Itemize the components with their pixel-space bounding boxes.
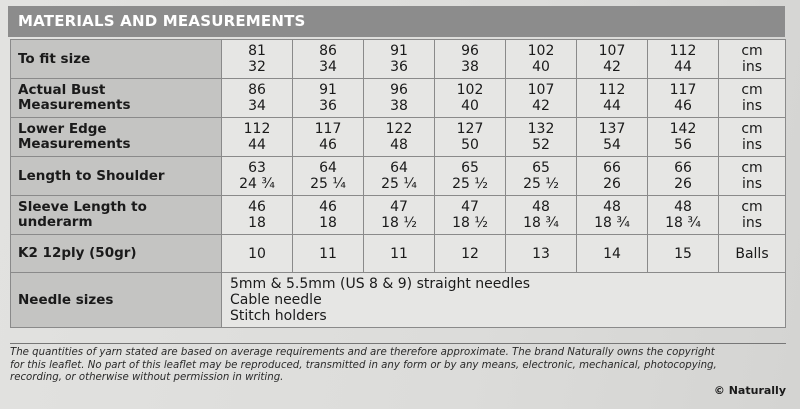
- size-value-cell: [435, 79, 506, 118]
- value-secondary: 18 ¾: [665, 215, 701, 231]
- value-secondary: 46: [674, 98, 692, 114]
- value-secondary: 48: [390, 137, 408, 153]
- value-secondary: 18 ½: [452, 215, 488, 231]
- value-secondary: 36: [390, 59, 408, 75]
- unit-cell: [719, 40, 786, 79]
- value-primary: 11: [319, 245, 337, 262]
- value-secondary: 18 ½: [381, 215, 417, 231]
- row-label: Needle sizes: [11, 273, 222, 328]
- value-secondary: 18: [319, 215, 337, 231]
- unit-cell: [719, 79, 786, 118]
- unit-label: ins: [741, 59, 763, 75]
- needle-line: Stitch holders: [230, 308, 327, 324]
- size-value-cell: [506, 40, 577, 79]
- size-value-cell: [506, 118, 577, 157]
- unit-label: ins: [741, 176, 763, 192]
- value-primary: 46: [319, 199, 337, 215]
- unit-cell: [719, 157, 786, 196]
- size-value-cell: [648, 157, 719, 196]
- value-secondary: 42: [603, 59, 621, 75]
- size-value-cell: [577, 118, 648, 157]
- needle-sizes-row: [11, 273, 786, 328]
- size-value-cell: [648, 196, 719, 235]
- copyright-notice: [10, 347, 786, 385]
- size-value-cell: [364, 196, 435, 235]
- footer-line: The quantities of yarn stated are based on average requirements and are therefore approximate. The brand Naturally owns the copyright: [10, 347, 715, 358]
- row-label: [11, 196, 222, 235]
- value-secondary: 44: [674, 59, 692, 75]
- row-label-line: Measurements: [18, 136, 131, 152]
- value-secondary: 36: [319, 98, 337, 114]
- value-primary: 64: [319, 160, 337, 176]
- row-label-line: Actual Bust: [18, 82, 106, 98]
- value-secondary: 56: [674, 137, 692, 153]
- measurement-row: [11, 79, 786, 118]
- value-secondary: 25 ¼: [381, 176, 417, 192]
- size-value-cell: [435, 40, 506, 79]
- unit-cell: [719, 235, 786, 273]
- section-header: MATERIALS AND MEASUREMENTS: [8, 6, 785, 37]
- footer-line: for this leaflet. No part of this leaflet may be reproduced, transmitted in any form or by any means, electronic, mechanical, photocopying,: [10, 359, 717, 371]
- unit-label: cm: [741, 43, 763, 59]
- size-value-cell: [293, 79, 364, 118]
- size-value-cell: [435, 235, 506, 273]
- size-value-cell: [293, 157, 364, 196]
- size-value-cell: [506, 235, 577, 273]
- size-value-cell: [222, 40, 293, 79]
- measurement-row: [11, 157, 786, 196]
- value-primary: 47: [390, 199, 408, 215]
- size-value-cell: [364, 79, 435, 118]
- unit-label: ins: [741, 98, 763, 114]
- measurement-row: [11, 196, 786, 235]
- value-primary: 81: [248, 43, 266, 59]
- size-value-cell: [364, 40, 435, 79]
- value-primary: 122: [385, 121, 413, 137]
- value-secondary: 44: [248, 137, 266, 153]
- size-value-cell: [648, 79, 719, 118]
- unit-label: cm: [741, 121, 763, 137]
- value-primary: 112: [243, 121, 271, 137]
- row-label-line: Measurements: [18, 97, 131, 113]
- unit-cell: [719, 118, 786, 157]
- value-primary: 91: [390, 43, 408, 59]
- value-primary: 13: [532, 245, 550, 262]
- value-secondary: 50: [461, 137, 479, 153]
- value-primary: 14: [603, 245, 621, 262]
- value-primary: 137: [598, 121, 626, 137]
- footer-line: recording, or otherwise without permission in writing.: [10, 372, 284, 384]
- value-primary: 66: [603, 160, 621, 176]
- row-label: [11, 79, 222, 118]
- value-secondary: 18 ¾: [523, 215, 559, 231]
- row-label-line: Length to Shoulder: [18, 167, 165, 184]
- value-secondary: 18: [248, 215, 266, 231]
- value-primary: 86: [248, 82, 266, 98]
- measurements-table: [10, 39, 786, 328]
- unit-label: Balls: [735, 245, 769, 262]
- needle-line: 5mm & 5.5mm (US 8 & 9) straight needles: [230, 276, 531, 292]
- value-primary: 65: [461, 160, 479, 176]
- unit-label: ins: [741, 137, 763, 153]
- size-value-cell: [222, 79, 293, 118]
- value-secondary: 26: [674, 176, 692, 192]
- value-primary: 96: [390, 82, 408, 98]
- value-primary: 117: [669, 82, 697, 98]
- value-secondary: 25 ¼: [310, 176, 346, 192]
- value-secondary: 26: [603, 176, 621, 192]
- value-primary: 102: [456, 82, 484, 98]
- value-secondary: 25 ½: [523, 176, 559, 192]
- row-label-line: To fit size: [18, 50, 91, 67]
- value-secondary: 42: [532, 98, 550, 114]
- size-value-cell: [293, 118, 364, 157]
- size-value-cell: [435, 196, 506, 235]
- unit-label: cm: [741, 82, 763, 98]
- size-value-cell: [435, 157, 506, 196]
- value-secondary: 34: [248, 98, 266, 114]
- value-primary: 11: [390, 245, 408, 262]
- row-label-line: Lower Edge: [18, 121, 107, 137]
- value-primary: 46: [248, 199, 266, 215]
- row-label: [11, 40, 222, 79]
- row-label: [11, 235, 222, 273]
- value-primary: 96: [461, 43, 479, 59]
- footer-divider: [10, 343, 786, 344]
- row-label-line: K2 12ply (50gr): [18, 245, 137, 261]
- value-primary: 117: [314, 121, 342, 137]
- row-label-line: underarm: [18, 214, 93, 230]
- size-value-cell: [577, 235, 648, 273]
- needle-line: Cable needle: [230, 292, 322, 308]
- value-secondary: 38: [461, 59, 479, 75]
- size-value-cell: [293, 235, 364, 273]
- value-primary: 127: [456, 121, 484, 137]
- value-primary: 142: [669, 121, 697, 137]
- value-primary: 132: [527, 121, 555, 137]
- size-value-cell: [577, 157, 648, 196]
- unit-label: cm: [741, 160, 763, 176]
- value-primary: 48: [603, 199, 621, 215]
- value-secondary: 44: [603, 98, 621, 114]
- measurement-row: [11, 235, 786, 273]
- size-value-cell: [222, 235, 293, 273]
- size-value-cell: [506, 79, 577, 118]
- size-value-cell: [577, 79, 648, 118]
- size-value-cell: [506, 157, 577, 196]
- size-value-cell: [648, 118, 719, 157]
- measurement-row: [11, 40, 786, 79]
- value-secondary: 54: [603, 137, 621, 153]
- value-primary: 10: [248, 245, 266, 262]
- value-secondary: 18 ¾: [594, 215, 630, 231]
- value-primary: 63: [248, 160, 266, 176]
- brand-copyright: © Naturally: [713, 384, 786, 397]
- value-primary: 112: [598, 82, 626, 98]
- value-secondary: 46: [319, 137, 337, 153]
- size-value-cell: [577, 196, 648, 235]
- value-primary: 65: [532, 160, 550, 176]
- value-primary: 15: [674, 245, 692, 262]
- value-primary: 64: [390, 160, 408, 176]
- size-value-cell: [364, 157, 435, 196]
- size-value-cell: [648, 40, 719, 79]
- size-value-cell: [506, 196, 577, 235]
- value-secondary: 52: [532, 137, 550, 153]
- needle-list: [222, 273, 786, 328]
- value-primary: 91: [319, 82, 337, 98]
- value-secondary: 40: [461, 98, 479, 114]
- unit-label: ins: [741, 215, 763, 231]
- size-value-cell: [648, 235, 719, 273]
- value-primary: 86: [319, 43, 337, 59]
- value-primary: 12: [461, 245, 479, 262]
- row-label-line: Sleeve Length to: [18, 199, 147, 215]
- measurement-row: [11, 118, 786, 157]
- row-label: [11, 157, 222, 196]
- value-primary: 66: [674, 160, 692, 176]
- size-value-cell: [364, 118, 435, 157]
- value-secondary: 24 ¾: [239, 176, 275, 192]
- value-secondary: 38: [390, 98, 408, 114]
- size-value-cell: [293, 40, 364, 79]
- size-value-cell: [222, 196, 293, 235]
- value-primary: 107: [598, 43, 626, 59]
- value-secondary: 34: [319, 59, 337, 75]
- size-value-cell: [222, 118, 293, 157]
- unit-label: cm: [741, 199, 763, 215]
- row-label: [11, 118, 222, 157]
- value-primary: 48: [532, 199, 550, 215]
- value-primary: 107: [527, 82, 555, 98]
- size-value-cell: [577, 40, 648, 79]
- size-value-cell: [435, 118, 506, 157]
- value-primary: 47: [461, 199, 479, 215]
- size-value-cell: [364, 235, 435, 273]
- value-secondary: 40: [532, 59, 550, 75]
- size-value-cell: [222, 157, 293, 196]
- value-primary: 112: [669, 43, 697, 59]
- value-primary: 102: [527, 43, 555, 59]
- unit-cell: [719, 196, 786, 235]
- value-secondary: 25 ½: [452, 176, 488, 192]
- value-primary: 48: [674, 199, 692, 215]
- size-value-cell: [293, 196, 364, 235]
- value-secondary: 32: [248, 59, 266, 75]
